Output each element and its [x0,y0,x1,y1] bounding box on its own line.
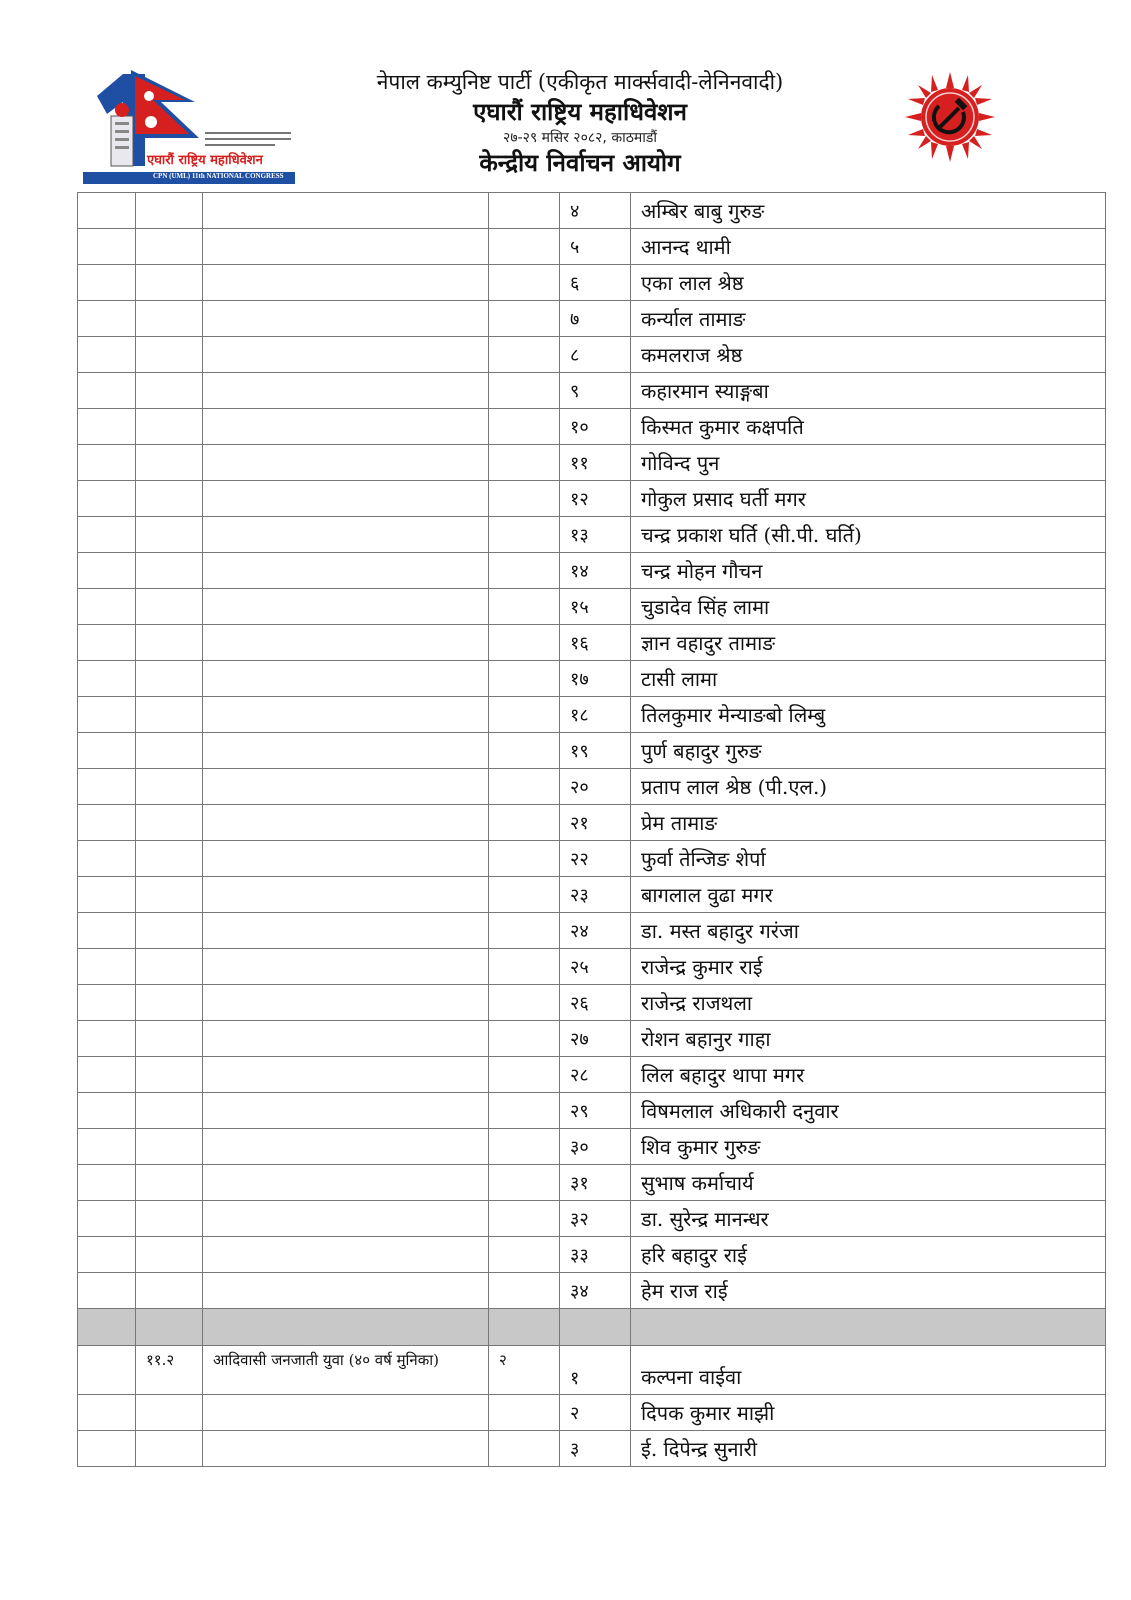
table-row [78,697,1106,733]
serial-number: २६ [560,985,631,1021]
table-row [78,769,1106,805]
serial-number: ३४ [560,1273,631,1309]
serial-number: ३ [560,1431,631,1467]
congress-logo-title: एघारौं राष्ट्रिय महाधिवेशन [147,153,263,168]
table-row [78,373,1106,409]
candidate-name: रोशन बहानुर गाहा [631,1021,1106,1057]
candidate-name: हरि बहादुर राई [631,1237,1106,1273]
serial-number: २२ [560,841,631,877]
candidate-name: तिलकुमार मेन्याङबो लिम्बु [631,697,1106,733]
candidate-name: गोविन्द पुन [631,445,1106,481]
candidate-name: अम्बिर बाबु गुरुङ [631,193,1106,229]
serial-number: ९ [560,373,631,409]
candidate-name: फुर्वा तेन्जिङ शेर्पा [631,841,1106,877]
congress-logo-subtitle: CPN (UML) 11th NATIONAL CONGRESS [153,172,284,180]
table-row [78,1431,1106,1467]
serial-number: १ [560,1346,631,1395]
date-place: २७-२९ मसिर २०८२, काठमाडौं [503,130,657,146]
table-row [78,337,1106,373]
table-row [78,1021,1106,1057]
table-row [78,1201,1106,1237]
candidate-name: राजेन्द्र कुमार राई [631,949,1106,985]
group-seat-count: २ [489,1346,560,1395]
table-row [78,193,1106,229]
candidate-name: प्रताप लाल श्रेष्ठ (पी.एल.) [631,769,1106,805]
candidate-name: दिपक कुमार माझी [631,1395,1106,1431]
group-code: ११.२ [136,1346,203,1395]
table-row [78,1237,1106,1273]
serial-number: ७ [560,301,631,337]
commission-title: केन्द्रीय निर्वाचन आयोग [479,149,681,177]
candidate-name: विषमलाल अधिकारी दनुवार [631,1093,1106,1129]
party-emblem-icon [905,72,995,162]
table-row [78,985,1106,1021]
table-row [78,1395,1106,1431]
table-row [78,1165,1106,1201]
table-row [78,589,1106,625]
serial-number: ५ [560,229,631,265]
candidate-name: एका लाल श्रेष्ठ [631,265,1106,301]
serial-number: १६ [560,625,631,661]
serial-number: १२ [560,481,631,517]
congress-title: एघारौं राष्ट्रिय महाधिवेशन [473,97,687,126]
candidate-name: टासी लामा [631,661,1106,697]
serial-number: २४ [560,913,631,949]
candidate-name: कर्न्याल तामाङ [631,301,1106,337]
table-row [78,445,1106,481]
candidate-name: किस्मत कुमार कक्षपति [631,409,1106,445]
table-row [78,733,1106,769]
candidate-name: डा. मस्त बहादुर गरंजा [631,913,1106,949]
serial-number: ११ [560,445,631,481]
candidate-name: राजेन्द्र राजथला [631,985,1106,1021]
candidate-name: ज्ञान वहादुर तामाङ [631,625,1106,661]
group-separator-row [78,1309,1106,1346]
serial-number: ३२ [560,1201,631,1237]
serial-number: ३१ [560,1165,631,1201]
table-row [78,517,1106,553]
serial-number: ३३ [560,1237,631,1273]
candidate-table-body [78,193,1106,1467]
title-block [320,68,840,178]
table-row [78,1093,1106,1129]
table-row [78,805,1106,841]
candidate-name: हेम राज राई [631,1273,1106,1309]
candidate-name: कमलराज श्रेष्ठ [631,337,1106,373]
table-row [78,625,1106,661]
candidate-name: चन्द्र प्रकाश घर्ति (सी.पी. घर्ति) [631,517,1106,553]
table-row [78,1273,1106,1309]
table-row [78,1057,1106,1093]
table-row [78,301,1106,337]
serial-number: २८ [560,1057,631,1093]
candidate-name: ई. दिपेन्द्र सुनारी [631,1431,1106,1467]
serial-number: ४ [560,193,631,229]
serial-number: १५ [560,589,631,625]
candidate-name: बागलाल वुढा मगर [631,877,1106,913]
table-row [78,481,1106,517]
candidate-name: प्रेम तामाङ [631,805,1106,841]
candidate-name: आनन्द थामी [631,229,1106,265]
party-name: नेपाल कम्युनिष्ट पार्टी (एकीकृत मार्क्सवादी-लेनिनवादी) [376,70,784,94]
candidate-name: पुर्ण बहादुर गुरुङ [631,733,1106,769]
table-row [78,553,1106,589]
serial-number: २ [560,1395,631,1431]
table-row [78,265,1106,301]
serial-number: ३० [560,1129,631,1165]
serial-number: २० [560,769,631,805]
congress-logo [83,66,298,186]
table-row [78,229,1106,265]
table-row [78,1129,1106,1165]
candidate-name: सुभाष कर्माचार्य [631,1165,1106,1201]
serial-number: २३ [560,877,631,913]
serial-number: २१ [560,805,631,841]
serial-number: १० [560,409,631,445]
table-row [78,949,1106,985]
serial-number: २५ [560,949,631,985]
serial-number: १३ [560,517,631,553]
candidate-name: कहारमान स्याङ्गबा [631,373,1106,409]
group-header-row [78,1346,1106,1395]
table-row [78,409,1106,445]
serial-number: ८ [560,337,631,373]
candidate-name: कल्पना वाईवा [631,1346,1106,1395]
table-row [78,913,1106,949]
page-header [0,0,1131,190]
serial-number: १७ [560,661,631,697]
serial-number: १९ [560,733,631,769]
group-category: आदिवासी जनजाती युवा (४० वर्ष मुनिका) [203,1346,489,1395]
table-row [78,661,1106,697]
table-row [78,877,1106,913]
candidate-name: गोकुल प्रसाद घर्ती मगर [631,481,1106,517]
candidate-name: डा. सुरेन्द्र मानन्धर [631,1201,1106,1237]
candidate-name: लिल बहादुर थापा मगर [631,1057,1106,1093]
serial-number: ६ [560,265,631,301]
serial-number: २७ [560,1021,631,1057]
candidate-name: चुडादेव सिंह लामा [631,589,1106,625]
candidate-name: शिव कुमार गुरुङ [631,1129,1106,1165]
candidate-name: चन्द्र मोहन गौचन [631,553,1106,589]
serial-number: २९ [560,1093,631,1129]
serial-number: १४ [560,553,631,589]
table-row [78,841,1106,877]
serial-number: १८ [560,697,631,733]
candidate-table [77,192,1106,1467]
